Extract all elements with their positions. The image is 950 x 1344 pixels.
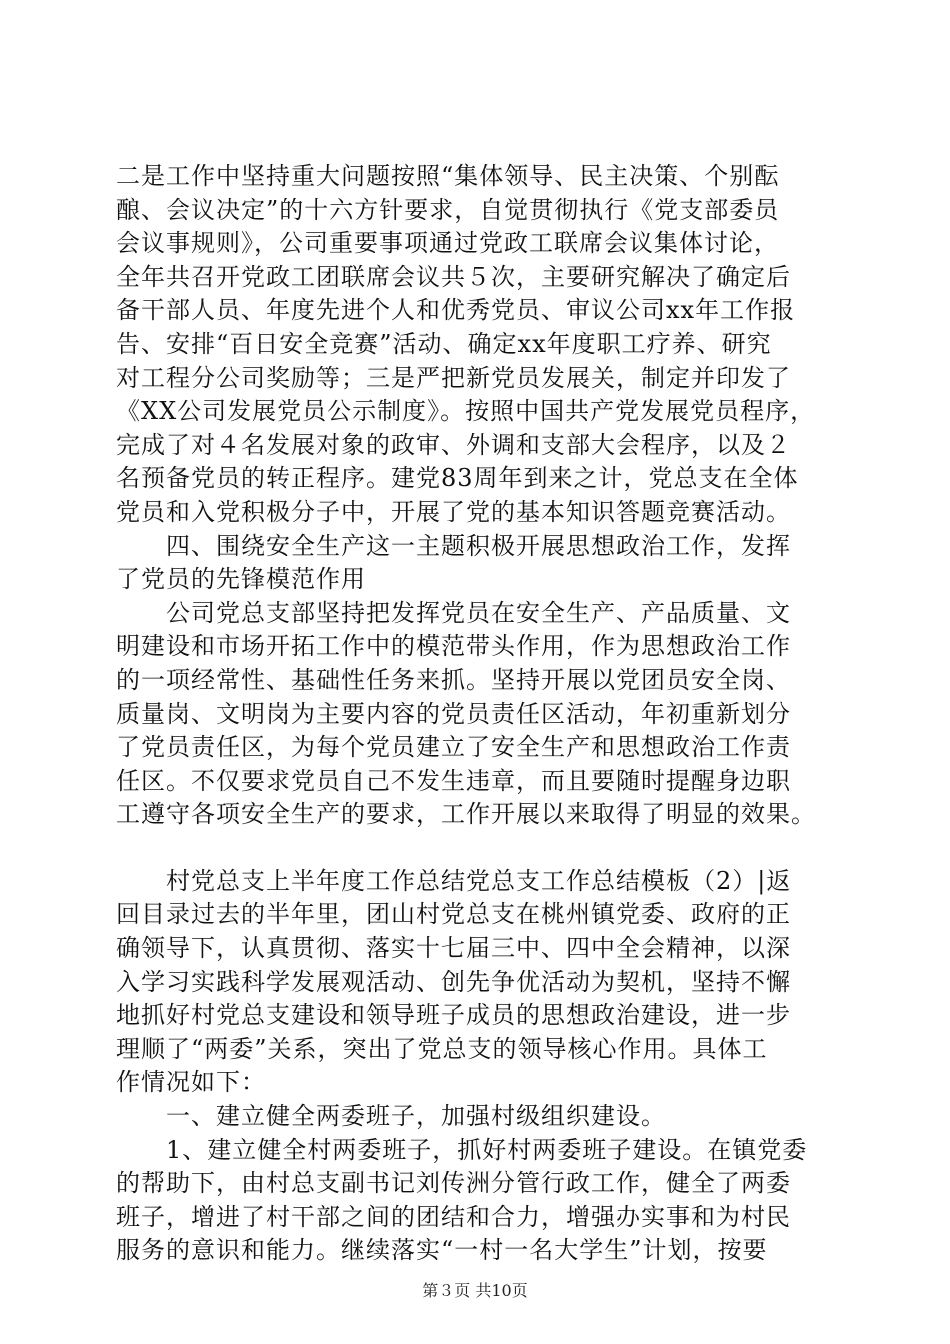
text-line: 对工程分公司奖励等；三是严把新党员发展关，制定并印发了 <box>116 363 791 392</box>
text-line: 回目录过去的半年里，团山村党总支在桃州镇党委、政府的正 <box>116 900 791 929</box>
text-line: 的帮助下，由村总支副书记刘传洲分管行政工作，健全了两委 <box>116 1169 791 1198</box>
text-line: 了党员责任区，为每个党员建立了安全生产和思想政治工作责 <box>116 733 791 762</box>
text-line: 党员和入党积极分子中，开展了党的基本知识答题竞赛活动。 <box>116 497 791 526</box>
text-line: 名预备党员的转正程序。建党83周年到来之计，党总支在全体 <box>116 464 799 493</box>
text-line: 一、建立健全两委班子，加强村级组织建设。 <box>116 1102 666 1131</box>
text-line: 1、建立健全村两委班子，抓好村两委班子建设。在镇党委 <box>116 1135 808 1164</box>
text-line: 公司党总支部坚持把发挥党员在安全生产、产品质量、文 <box>116 598 791 627</box>
paragraph-gap <box>116 832 832 865</box>
text-line: 质量岗、文明岗为主要内容的党员责任区活动，年初重新划分 <box>116 699 791 728</box>
text-line: 入学习实践科学发展观活动、创先争优活动为契机，坚持不懈 <box>116 967 791 996</box>
text-line: 的一项经常性、基础性任务来抓。坚持开展以党团员安全岗、 <box>116 665 791 694</box>
document-body <box>116 160 832 1268</box>
text-line: 全年共召开党政工团联席会议共５次，主要研究解决了确定后 <box>116 262 791 291</box>
text-line: 服务的意识和能力。继续落实“一村一名大学生”计划，按要 <box>116 1236 768 1265</box>
text-line: 完成了对４名发展对象的政审、外调和支部大会程序，以及２ <box>116 430 791 459</box>
text-line: 酿、会议决定”的十六方针要求，自觉贯彻执行《党支部委员 <box>116 195 780 224</box>
text-line: 任区。不仅要求党员自己不发生违章，而且要随时提醒身边职 <box>116 766 791 795</box>
text-line: 班子，增进了村干部之间的团结和合力，增强办实事和为村民 <box>116 1202 791 1231</box>
text-line: 二是工作中坚持重大问题按照“集体领导、民主决策、个别酝 <box>116 162 780 190</box>
text-line: 《XX公司发展党员公示制度》。按照中国共产党发展党员程序， <box>116 397 816 426</box>
text-line: 会议事规则》，公司重要事项通过党政工联席会议集体讨论， <box>116 229 779 258</box>
text-line: 了党员的先锋模范作用 <box>116 565 366 594</box>
text-line: 村党总支上半年度工作总结党总支工作总结模板（2）|返 <box>116 866 792 895</box>
text-line: 告、安排“百日安全竞赛”活动、确定xx年度职工疗养、研究 <box>116 329 772 358</box>
text-line: 作情况如下： <box>116 1068 266 1097</box>
text-line: 确领导下，认真贯彻、落实十七届三中、四中全会精神，以深 <box>116 934 791 963</box>
text-line: 工遵守各项安全生产的要求，工作开展以来取得了明显的效果。 <box>116 800 816 829</box>
text-line: 地抓好村党总支建设和领导班子成员的思想政治建设，进一步 <box>116 1001 791 1030</box>
text-line: 明建设和市场开拓工作中的模范带头作用，作为思想政治工作 <box>116 632 791 661</box>
text-line: 理顺了“两委”关系，突出了党总支的领导核心作用。具体工 <box>116 1034 768 1063</box>
text-block-party-work <box>116 160 832 832</box>
text-line: 四、围绕安全生产这一主题积极开展思想政治工作，发挥 <box>116 531 791 560</box>
text-line: 备干部人员、年度先进个人和优秀党员、审议公司xx年工作报 <box>116 296 796 325</box>
text-block-village-summary <box>116 865 832 1268</box>
page-number-footer: 第３页 共10页 <box>422 1281 528 1300</box>
